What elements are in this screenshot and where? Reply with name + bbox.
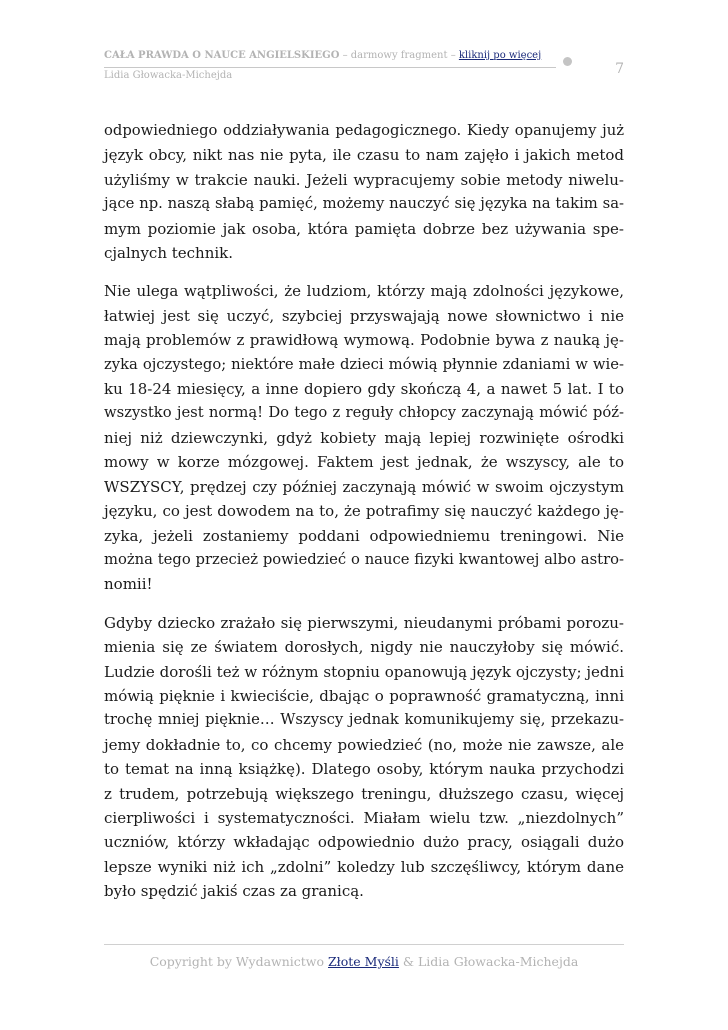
text-line: użyliśmy w trakcie nauki. Jeżeli wypracujemy sobie metody niwelu- [104, 170, 624, 189]
paragraph [104, 279, 624, 596]
text-line: można tego przecież powiedzieć o nauce fizyki kwantowej albo astro- [104, 550, 624, 568]
header-separator: – [447, 50, 459, 61]
text-line: nomii! [104, 575, 153, 594]
text-line: cjalnych technik. [104, 244, 234, 263]
text-line: mym poziomie jak osoba, która pamięta dobrze bez używania spe- [104, 219, 624, 238]
body-text [104, 119, 624, 918]
header-divider [104, 67, 556, 68]
header-dot-ornament [563, 57, 572, 66]
text-line: niej niż dziewczynki, gdyż kobiety mają lepiej rozwinięte ośrodki [104, 428, 624, 447]
text-line: z trudem, potrzebują większego treningu, dłuższego czasu, więcej [104, 784, 624, 803]
paragraph [104, 119, 624, 265]
header-subtitle: darmowy fragment [350, 50, 448, 61]
text-line: wszystko jest normą! Do tego z reguły chłopcy zaczynają mówić póź- [104, 404, 624, 422]
page-number: 7 [615, 61, 624, 77]
text-line: to temat na inną książkę). Dlatego osoby, którym nauka przychodzi [104, 760, 624, 779]
text-line: język obcy, nikt nas nie pyta, ile czasu to nam zajęło i jakich metod [104, 146, 624, 165]
text-line: jemy dokładnie to, co chcemy powiedzieć (no, może nie zawsze, ale [104, 735, 624, 754]
text-line: lepsze wyniki niż ich „zdolni” koledzy lub szczęśliwcy, którym dane [104, 857, 624, 876]
header-title-line [104, 50, 541, 61]
text-line: Gdyby dziecko zrażało się pierwszymi, nieudanymi próbami porozu- [104, 613, 624, 632]
text-line: uczniów, którzy wkładając odpowiednio dużo pracy, osiągali dużo [104, 833, 624, 852]
publisher-link[interactable]: Złote Myśli [328, 954, 399, 969]
text-line: odpowiedniego oddziaływania pedagogicznego. Kiedy opanujemy już [104, 122, 624, 139]
footer-divider [104, 944, 624, 945]
page-header [104, 40, 624, 90]
page-footer [104, 954, 624, 969]
text-line: mówią pięknie i kwieciście, dbając o poprawność gramatyczną, inni [104, 686, 624, 705]
text-line: mają problemów z prawidłową wymową. Podobnie bywa z nauką ję- [104, 331, 624, 350]
text-line: zyka ojczystego; niektóre małe dzieci mówią płynnie zdaniami w wie- [104, 355, 624, 373]
text-line: trochę mniej pięknie… Wszyscy jednak komunikujemy się, przekazu- [104, 711, 624, 729]
header-author: Lidia Głowacka-Michejda [104, 70, 233, 81]
text-line: ku 18-24 miesięcy, a inne dopiero gdy skończą 4, a nawet 5 lat. I to [104, 380, 624, 399]
copyright-suffix: & Lidia Głowacka-Michejda [398, 954, 579, 969]
book-title: CAŁA PRAWDA O NAUCE ANGIELSKIEGO [104, 50, 340, 61]
header-separator: – [339, 50, 351, 61]
text-line: łatwiej jest się uczyć, szybciej przyswajają nowe słownictwo i nie [104, 306, 624, 325]
text-line: mowy w korze mózgowej. Faktem jest jednak, że wszyscy, ale to [104, 453, 624, 472]
copyright-prefix: Copyright by Wydawnictwo [149, 954, 328, 969]
text-line: Ludzie dorośli też w różnym stopniu opanowują język ojczysty; jedni [104, 662, 624, 681]
text-line: języku, co jest dowodem na to, że potrafimy się nauczyć każdego ję- [104, 502, 624, 521]
text-line: jące np. naszą słabą pamięć, możemy nauczyć się języka na takim sa- [104, 195, 624, 213]
text-line: WSZYSCY, prędzej czy później zaczynają mówić w swoim ojczystym [104, 477, 624, 496]
paragraph [104, 611, 624, 904]
text-line: zyka, jeżeli zostaniemy poddani odpowiedniemu treningowi. Nie [104, 526, 624, 545]
text-line: cierpliwości i systematyczności. Miałam wielu tzw. „niezdolnych” [104, 808, 624, 827]
text-line: było spędzić jakiś czas za granicą. [104, 882, 364, 901]
text-line: Nie ulega wątpliwości, że ludziom, którzy mają zdolności językowe, [104, 282, 624, 301]
text-line: mienia się ze światem dorosłych, nigdy nie nauczyłoby się mówić. [104, 638, 624, 657]
more-link[interactable]: kliknij po więcej [458, 50, 542, 61]
